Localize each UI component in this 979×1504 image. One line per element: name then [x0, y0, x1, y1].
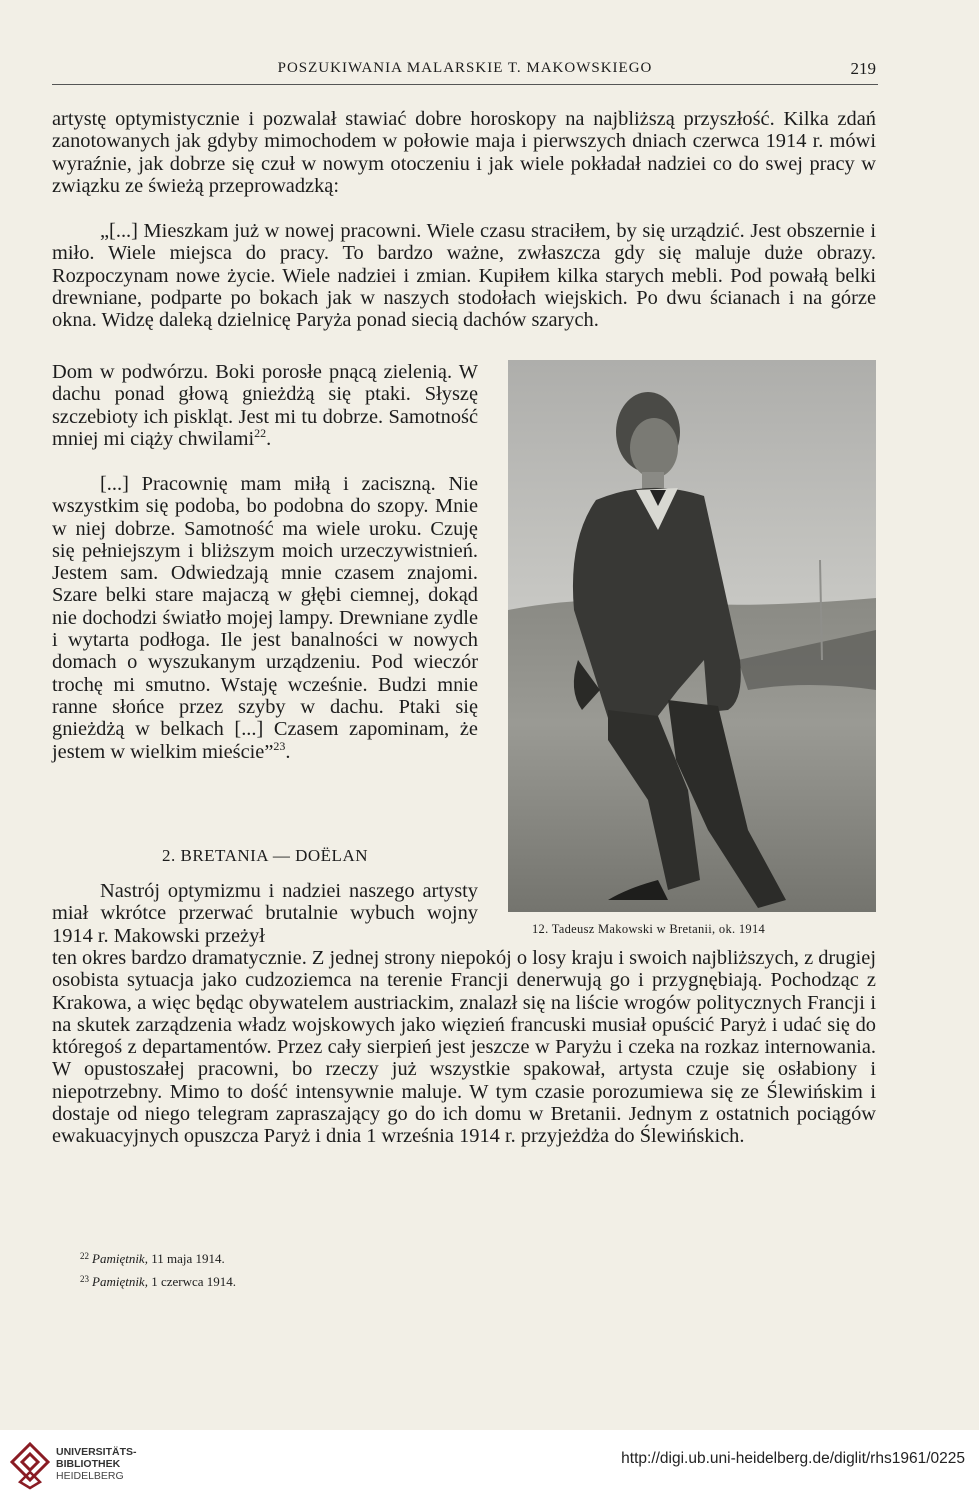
photo-illustration: [508, 360, 876, 912]
running-head: POSZUKIWANIA MALARSKIE T. MAKOWSKIEGO: [277, 60, 653, 76]
logo-line-2: BIBLIOTHEK: [56, 1458, 121, 1470]
photo-makowski-in-brittany: [508, 360, 876, 912]
paragraph-quote-1-continued: [52, 361, 478, 450]
footnote-number: 22: [80, 1251, 89, 1261]
logo-line-3: HEIDELBERG: [56, 1470, 124, 1482]
footnote-date: 1 czerwca 1914.: [147, 1274, 237, 1289]
source-url[interactable]: http://digi.ub.uni-heidelberg.de/diglit/rhs1961/0225: [621, 1450, 965, 1467]
paragraph-bretania-continued: ten okres bardzo dramatycznie. Z jednej strony niepokój o losy kraju i swoich najbliższych, z drugiej osobista sytuacja jako cudzoziemca na terenie Francji denerwują go i przygnębiają. Pochodząc z Krakowa, a więc będąc obywatelem austriackim, znalazł się na liście wrogów politycznych Francji i na skutek zarządzenia władz wojskowych jako więzień francuski musiał opuścić Paryż i udać się do któregoś z departamentów. Przez cały sierpień jest jeszcze w Paryżu i czeka na rozkaz internowania. W opustoszałej pracowni, bo rzeczy już wszystkie spakował, artysta czuje się osłabiony i niepotrzebny. Mimo to dość intensywnie maluje. W tym czasie porozumiewa się ze Ślewińskim i dostaje od niego telegram zapraszający go do ich domu w Bretanii. Jednym z ostatnich pociągów ewakuacyjnych opuszcza Paryż i dnia 1 września 1914 r. przyjeżdża do Ślewińskich.: [52, 947, 876, 1148]
quote-1-text: Dom w podwórzu. Boki porosłe pnącą zielenią. W dachu ponad głową gnieżdżą się ptaki. Słyszę szczebioty ich piskląt. Jest mi tu dobrze. Samotność mniej mi ciąży chwilami: [52, 361, 478, 450]
library-logo-text: [56, 1446, 137, 1482]
footnote-source: Pamiętnik,: [92, 1251, 148, 1266]
footnote-ref-23: 23: [273, 738, 286, 753]
paragraph-quote-2: [52, 473, 478, 763]
paragraph-bretania-start: Nastrój optymizmu i nadziei naszego artysty miał wkrótce przerwać brutalnie wybuch wojny 1914 r. Makowski przeżył: [52, 880, 478, 947]
footnote-ref-22: 22: [254, 426, 267, 441]
footnote-source: Pamiętnik,: [92, 1274, 148, 1289]
footnotes: [80, 1246, 680, 1292]
quote-2-text: [...] Pracownię mam miłą i zaciszną. Nie wszystkim się podoba, bo podobna do szopy. Mnie w niej dobrze. Samotność ma wiele uroku. Czuję się pełniejszym i bliższym moich urzeczywistnień. Jestem sam. Odwiedzają mnie czasem znajomi. Szare belki stare majaczą w głębi ciemnej, dokąd nie dochodzi światło mojej lampy. Drewniane zydle i wytarta podłoga. Ile jest banalności w nowych domach o wyszukanym urządzeniu. Pod wieczór trochę mi smutno. Wstaję wcześnie. Budzi mnie ranne słońce przez szyby w dachu. Ptaki się gnieżdżą w belkach [...] Czasem zapominam, że jestem w wielkim mieście”: [52, 473, 478, 763]
footnote-23: [80, 1269, 680, 1292]
photo-caption: 12. Tadeusz Makowski w Bretanii, ok. 1914: [532, 922, 766, 936]
footnote-date: 11 maja 1914.: [147, 1251, 225, 1266]
digitization-footer: [0, 1430, 979, 1504]
page-number: 219: [850, 59, 876, 78]
paragraph-intro: artystę optymistycznie i pozwalał stawiać dobre horoskopy na najbliższą przyszłość. Kilka zdań zanotowanych jak gdyby mimochodem w połowie maja i pierwszych dniach czerwca 1914 r. mówi wyraźnie, jak dobrze się czuł w nowym otoczeniu i jak wiele pokładał nadziei co do swej pracy w związku ze świeżą przeprowadzką:: [52, 108, 876, 197]
footnote-number: 23: [80, 1274, 89, 1284]
quote-1-end: .: [266, 427, 272, 450]
footnote-22: [80, 1246, 680, 1269]
page-header: [52, 58, 878, 85]
library-logo-icon: [10, 1442, 50, 1490]
quote-2-end: .: [285, 740, 291, 763]
section-heading: 2. BRETANIA — DOËLAN: [161, 846, 368, 865]
logo-line-1: UNIVERSITÄTS-: [56, 1446, 137, 1458]
paragraph-quote-1: „[...] Mieszkam już w nowej pracowni. Wiele czasu straciłem, by się urządzić. Jest obszernie i miło. Wiele miejsca do pracy. To bardzo ważne, zwłaszcza gdy się maluje duże obrazy. Rozpoczynam nowe życie. Wiele nadziei i zmian. Kupiłem kilka starych mebli. Pod powałą belki drewniane, podparte po bokach jak w naszych stodołach wiejskich. Po dwu ścianach i na górze okna. Widzę daleką dzielnicę Paryża ponad siecią dachów szarych.: [52, 220, 876, 332]
